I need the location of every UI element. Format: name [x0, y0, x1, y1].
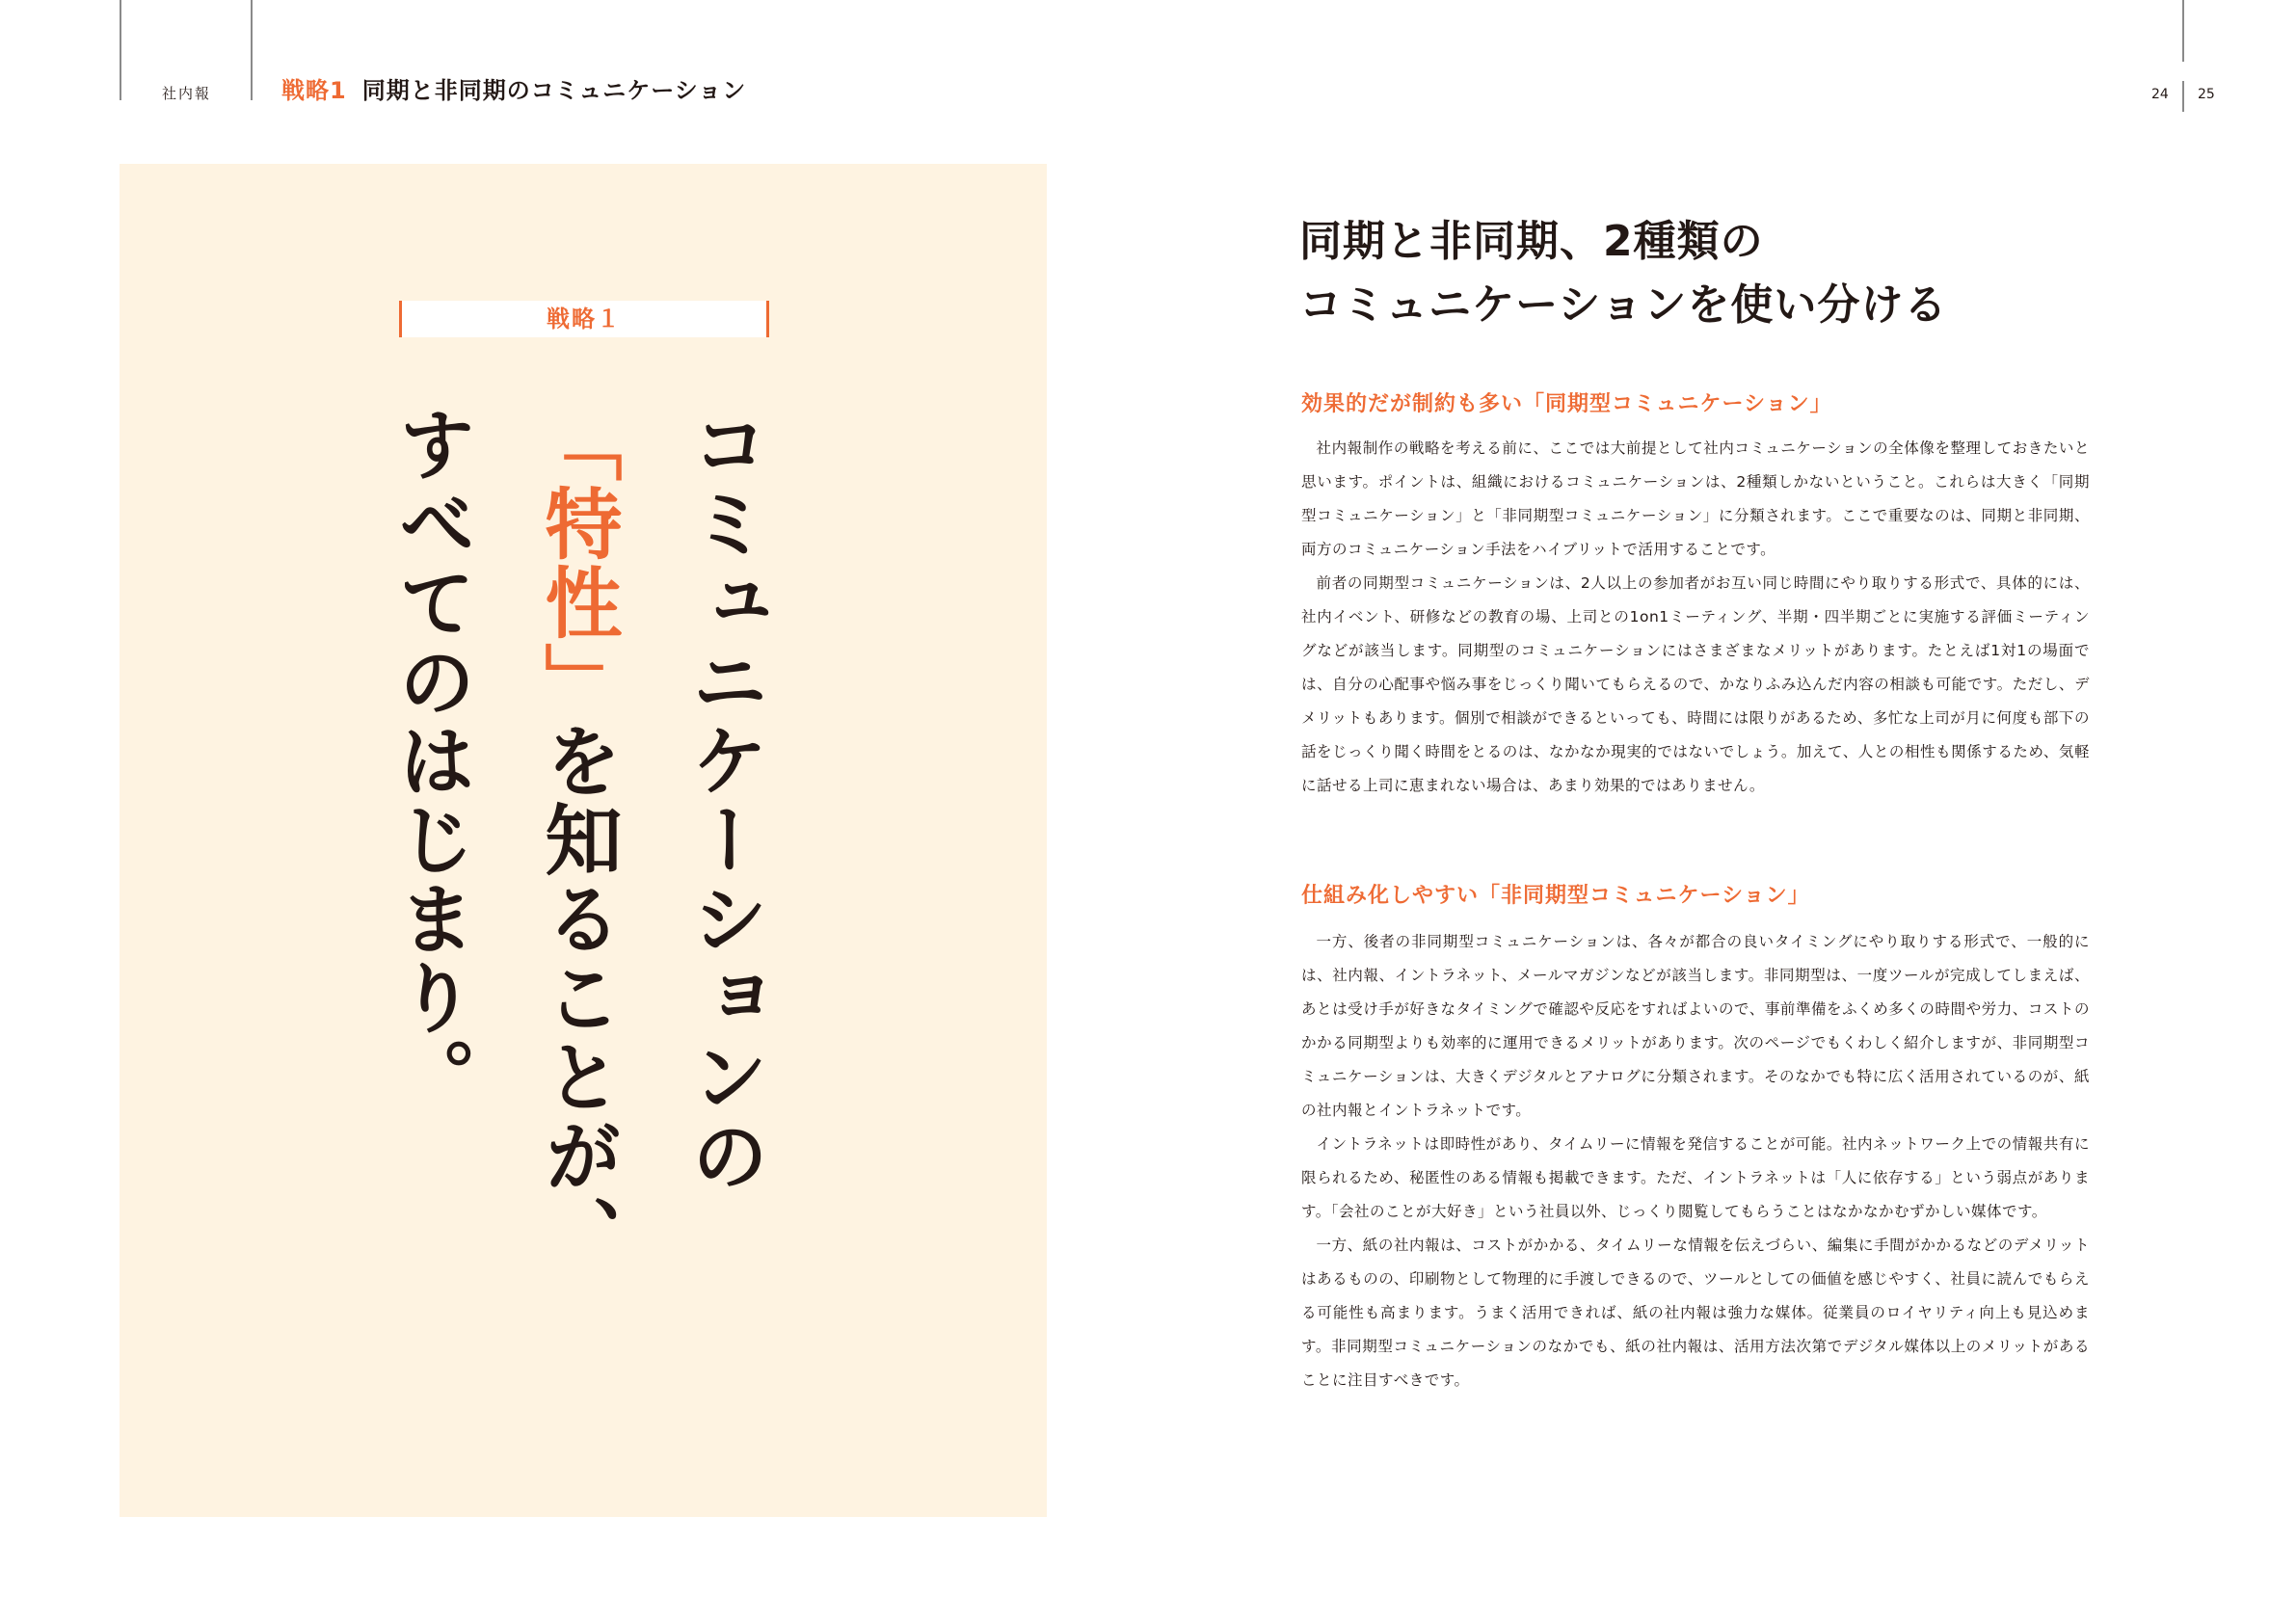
page-number-right: 25 [2198, 87, 2215, 102]
section1-body [1301, 432, 2090, 803]
section1-paragraph: 前者の同期型コミュニケーションは、2人以上の参加者がお互い同じ時間にやり取りする形式で、具体的には、社内イベント、研修などの教育の場、上司との1on1ミーティング、半期・四半期ごとに実施する評価ミーティングなどが該当します。同期型のコミュニケーションにはさまざまなメリットがあります。たとえば1対1の場面では、自分の心配事や悩み事をじっくり聞いてもらえるので、かなりふみ込んだ内容の相談も可能です。ただし、デメリットもあります。個別で相談ができるといっても、時間には限りがあるため、多忙な上司が月に何度も部下の話をじっくり聞く時間をとるのは、なかなか現実的ではないでしょう。加えて、人との相性も関係するため、気軽に話せる上司に恵まれない場合は、あまり効果的ではありません。 [1301, 574, 2090, 794]
section1-title: 効果的だが制約も多い「同期型コミュニケーション」 [1301, 392, 1832, 416]
bracket-open: 「 [532, 405, 622, 484]
main-heading-line2: コミュニケーションを使い分ける [1299, 280, 1948, 330]
left-margin-rule [120, 0, 121, 100]
left-feature-panel [120, 164, 1047, 1517]
accent-word: 特性 [532, 484, 622, 642]
section2-paragraph: 一方、紙の社内報は、コストがかかる、タイムリーな情報を伝えづらい、編集に手間がかかるなどのデメリットはあるものの、印刷物として物理的に手渡しできるので、ツールとしての価値を感じやすく、社員に読んでもらえる可能性も高まります。うまく活用できれば、紙の社内報は強力な媒体。従業員のロイヤリティ向上も見込めます。非同期型コミュニケーションのなかでも、紙の社内報は、活用方法次第でデジタル媒体以上のメリットがあることに注目すべきです。 [1301, 1237, 2090, 1389]
header-divider-rule [251, 0, 253, 100]
main-heading-line1: 同期と非同期、2種類の [1299, 217, 1764, 266]
page-number-left: 24 [2151, 87, 2169, 102]
right-margin-rule [2182, 0, 2184, 62]
vertical-heading-col3: すべてのはじまり。 [386, 405, 475, 1116]
section2-body [1301, 925, 2090, 1397]
magazine-label: 社内報 [162, 85, 212, 102]
main-heading [1299, 210, 2186, 337]
section1-paragraph: 社内報制作の戦略を考える前に、ここでは大前提として社内コミュニケーションの全体像を整理しておきたいと思います。ポイントは、組織におけるコミュニケーションは、2種類しかないということ。これらは大きく「同期型コミュニケーション」と「非同期型コミュニケーション」に分類されます。ここで重要なのは、同期と非同期、両方のコミュニケーション手法をハイブリットで活用することです。 [1301, 439, 2090, 558]
page-num-divider-rule [2182, 81, 2184, 112]
section2-paragraph: 一方、後者の非同期型コミュニケーションは、各々が都合の良いタイミングにやり取りする形式で、一般的には、社内報、イントラネット、メールマガジンなどが該当します。非同期型は、一度ツールが完成してしまえば、あとは受け手が好きなタイミングで確認や反応をすればよいので、事前準備をふくめ多くの時間や労力、コストのかかる同期型よりも効率的に運用できるメリットがあります。次のページでもくわしく紹介しますが、非同期型コミュニケーションは、大きくデジタルとアナログに分類されます。そのなかでも特に広く活用されているのが、紙の社内報とイントラネットです。 [1301, 933, 2090, 1119]
running-header-title: 同期と非同期のコミュニケーション [361, 77, 747, 104]
vertical-heading-col1: コミュニケーションの [679, 405, 768, 1195]
strategy-badge: 戦略１ [399, 301, 769, 337]
vertical-heading-col2-rest: を知ることが、 [532, 721, 622, 1274]
section2-title: 仕組み化しやすい「非同期型コミュニケーション」 [1301, 884, 1810, 908]
strategy-label: 戦略1 [281, 77, 347, 104]
vertical-heading-col2 [532, 405, 622, 1274]
running-header [281, 71, 746, 105]
bracket-close: 」 [532, 642, 622, 721]
section2-paragraph: イントラネットは即時性があり、タイムリーに情報を発信することが可能。社内ネットワーク上での情報共有に限られるため、秘匿性のある情報も掲載できます。ただ、イントラネットは「人に依存する」という弱点があります。「会社のことが大好き」という社員以外、じっくり閲覧してもらうことはなかなかむずかしい媒体です。 [1301, 1135, 2090, 1220]
